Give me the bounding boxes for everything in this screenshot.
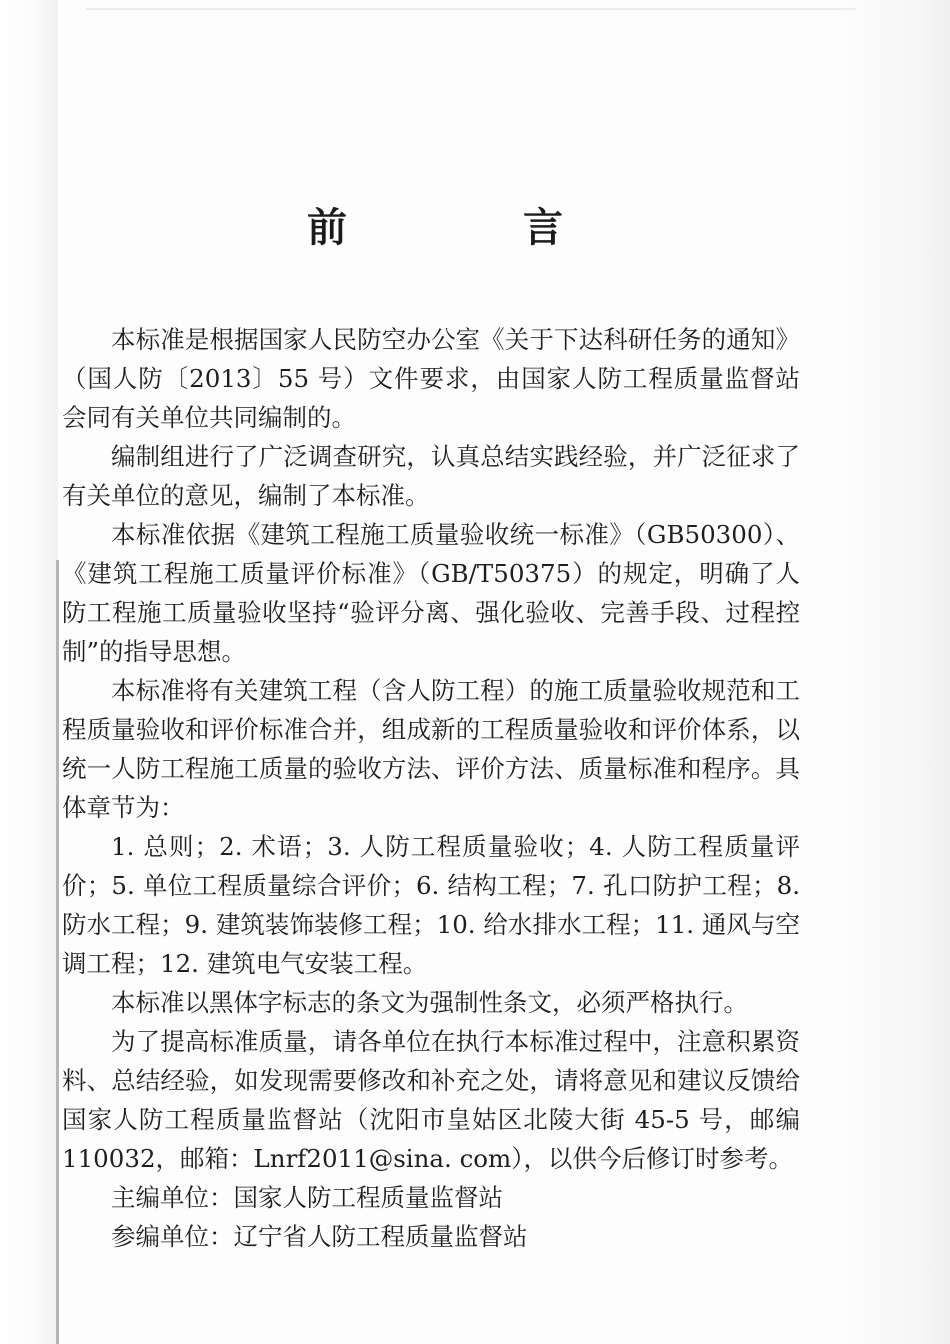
participating-unit: 参编单位：辽宁省人防工程质量监督站: [111, 1222, 528, 1251]
chief-editor-unit: 主编单位：国家人防工程质量监督站: [111, 1183, 503, 1212]
paragraph-mandatory: 本标准以黑体字标志的条文为强制性条文，必须严格执行。: [111, 988, 748, 1017]
page-edge-line: [56, 560, 59, 1344]
paragraph-chapters: 1. 总则；2. 术语；3. 人防工程质量验收；4. 人防工程质量评价；5. 单位工程质量综合评价；6. 结构工程；7. 孔口防护工程；8. 防水工程；9. 建筑装饰装修工程；10. 给水排水工程；11. 通风与空调工程；12. 建筑电气安装工程。: [62, 832, 800, 978]
paragraph-system: 本标准将有关建筑工程（含人防工程）的施工质量验收规范和工程质量验收和评价标准合并，组成新的工程质量验收和评价体系，以统一人防工程施工质量的验收方法、评价方法、质量标准和程序。具体章节为：: [62, 676, 800, 822]
paragraph-basis: 本标准是根据国家人民防空办公室《关于下达科研任务的通知》（国人防〔2013〕55 号）文件要求，由国家人防工程质量监督站会同有关单位共同编制的。: [62, 325, 800, 432]
page-title: 前 言: [307, 205, 631, 251]
paragraph-feedback: 为了提高标准质量，请各单位在执行本标准过程中，注意积累资料、总结经验，如发现需要修改和补充之处，请将意见和建议反馈给国家人防工程质量监督站（沈阳市皇姑区北陵大街 45-5 号，邮编 110032，邮箱：Lnrf2011@sina. com），以供今后修订时参考。: [62, 1027, 800, 1173]
paragraph-standards: 本标准依据《建筑工程施工质量验收统一标准》（GB50300）、《建筑工程施工质量评价标准》（GB/T50375）的规定，明确了人防工程施工质量验收坚持“验评分离、强化验收、完善手段、过程控制”的指导思想。: [62, 520, 800, 666]
document-body: [62, 320, 800, 1256]
top-scan-edge: [86, 8, 856, 10]
paragraph-research: 编制组进行了广泛调查研究，认真总结实践经验，并广泛征求了有关单位的意见，编制了本标准。: [62, 442, 800, 510]
